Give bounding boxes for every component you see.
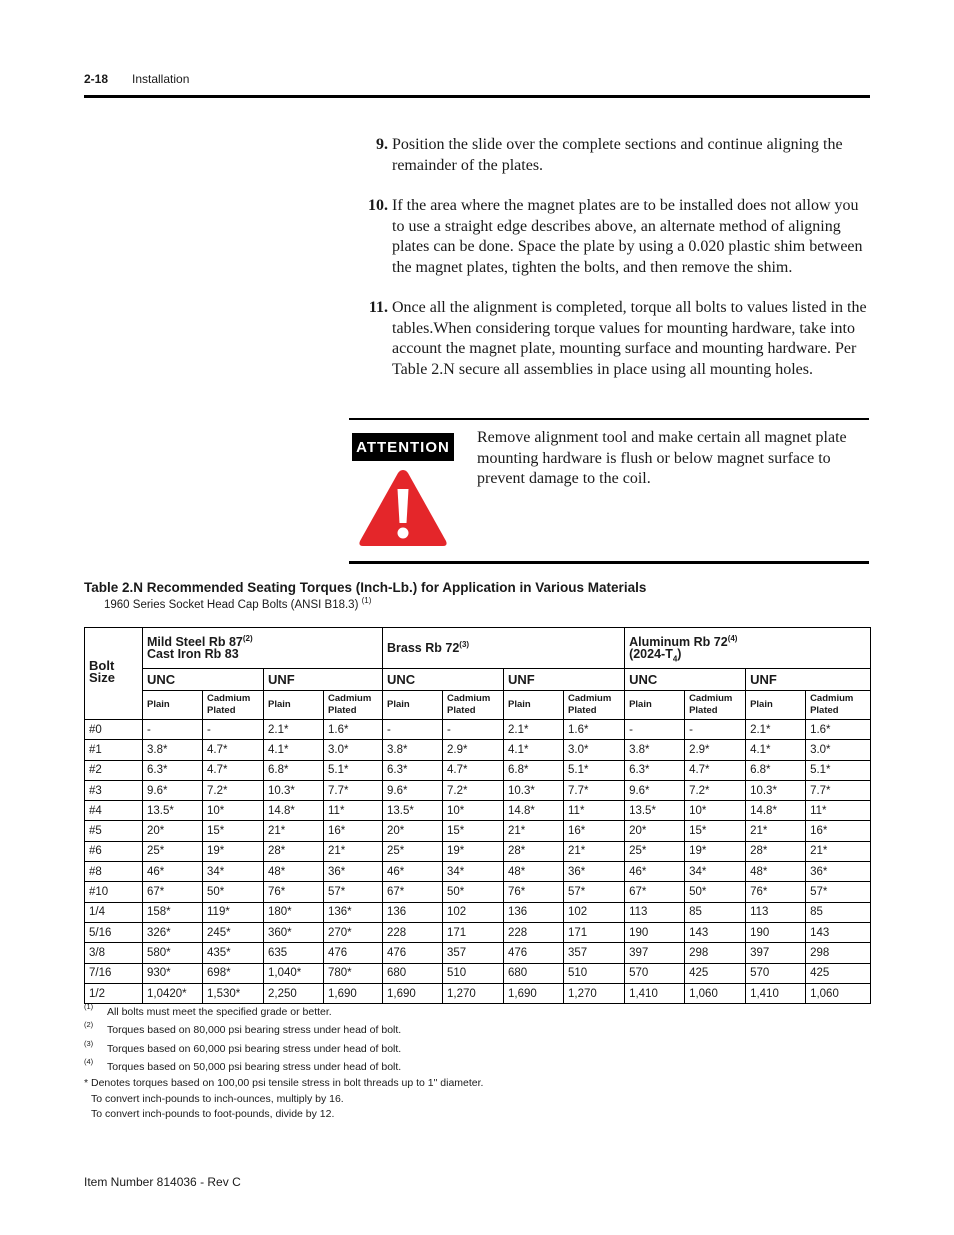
finish-header-cadmium: Cadmium Plated: [203, 691, 264, 720]
torque-cell: 425: [685, 963, 746, 983]
page-header: [84, 72, 870, 96]
torque-cell: 680: [504, 963, 564, 983]
torque-cell: 3.8*: [625, 740, 685, 760]
torque-cell: 10*: [203, 801, 264, 821]
torque-cell: -: [203, 720, 264, 740]
footnote-mark: (1): [84, 1002, 94, 1011]
torque-cell: 36*: [324, 862, 383, 882]
bolt-size-cell: #8: [85, 862, 143, 882]
step-text: If the area where the magnet plates are to be installed does not allow you to use a straight edge describes above, an alternate method of aligning plates can be done. Space the plate by using a 0.020 plastic shim between the magnet plates, tighten the bolts, and then remove the shim.: [392, 197, 863, 276]
step-number: 9.: [376, 136, 388, 153]
torque-cell: 50*: [685, 882, 746, 902]
torque-cell: -: [625, 720, 685, 740]
torque-cell: 298: [806, 943, 871, 963]
note-asterisk: * Denotes torques based on 100,00 psi tensile stress in bolt threads up to 1" diameter.: [84, 1077, 484, 1089]
torque-cell: 16*: [324, 821, 383, 841]
torque-cell: 2.9*: [443, 740, 504, 760]
torque-cell: 3.0*: [564, 740, 625, 760]
table-row: [85, 780, 871, 800]
torque-cell: 21*: [746, 821, 806, 841]
torque-cell: 7.2*: [203, 780, 264, 800]
torque-cell: 46*: [143, 862, 203, 882]
thread-header: UNC: [625, 669, 746, 691]
finish-header-plain: Plain: [264, 691, 324, 720]
torque-cell: 2.1*: [504, 720, 564, 740]
torque-cell: 7.2*: [685, 780, 746, 800]
bolt-size-cell: 7/16: [85, 963, 143, 983]
torque-cell: 397: [746, 943, 806, 963]
torque-cell: 119*: [203, 902, 264, 922]
bolt-size-cell: #5: [85, 821, 143, 841]
table-row: [85, 882, 871, 902]
table-row: [85, 801, 871, 821]
torque-cell: 57*: [806, 882, 871, 902]
torque-cell: 1,410: [625, 983, 685, 1003]
attention-bottom-rule: [349, 561, 869, 564]
step-9: [362, 135, 872, 176]
table-row: [85, 922, 871, 942]
torque-cell: 16*: [806, 821, 871, 841]
footer-item-number: Item Number 814036 - Rev C: [84, 1175, 241, 1189]
bolt-size-cell: #6: [85, 841, 143, 861]
torque-cell: 4.7*: [443, 760, 504, 780]
bolt-size-header: Bolt Size: [85, 628, 143, 720]
step-text: Position the slide over the complete sections and continue aligning the remainder of the plates.: [392, 136, 843, 174]
torque-cell: 357: [443, 943, 504, 963]
torque-cell: 48*: [264, 862, 324, 882]
torque-cell: 6.8*: [264, 760, 324, 780]
torque-cell: 34*: [203, 862, 264, 882]
torque-cell: 10*: [685, 801, 746, 821]
torque-cell: 190: [625, 922, 685, 942]
torque-cell: 5.1*: [324, 760, 383, 780]
table-row: [85, 740, 871, 760]
torque-cell: 28*: [264, 841, 324, 861]
footnote-mark: (4): [84, 1057, 94, 1066]
step-number: 10.: [368, 197, 388, 214]
finish-header-cadmium: Cadmium Plated: [443, 691, 504, 720]
torque-cell: 1.6*: [324, 720, 383, 740]
torque-cell: 298: [685, 943, 746, 963]
step-number: 11.: [368, 299, 388, 316]
torque-cell: 1,0420*: [143, 983, 203, 1003]
bolt-size-cell: 1/2: [85, 983, 143, 1003]
torque-cell: 6.8*: [746, 760, 806, 780]
torque-cell: 113: [746, 902, 806, 922]
thread-header: UNF: [504, 669, 625, 691]
torque-cell: 34*: [443, 862, 504, 882]
torque-cell: 1.6*: [806, 720, 871, 740]
page-number: 2-18: [84, 72, 109, 86]
torque-cell: 25*: [383, 841, 443, 861]
bolt-size-cell: #1: [85, 740, 143, 760]
warning-triangle-icon: [357, 467, 449, 549]
torque-cell: 326*: [143, 922, 203, 942]
torque-cell: 360*: [264, 922, 324, 942]
torque-cell: 680: [383, 963, 443, 983]
torque-cell: 171: [443, 922, 504, 942]
footnote-ref: (1): [361, 596, 372, 606]
table-row: [85, 862, 871, 882]
torque-cell: 228: [504, 922, 564, 942]
torque-cell: 28*: [504, 841, 564, 861]
torque-cell: 15*: [443, 821, 504, 841]
torque-cell: 9.6*: [143, 780, 203, 800]
torque-cell: 180*: [264, 902, 324, 922]
torque-cell: 28*: [746, 841, 806, 861]
torque-cell: 136*: [324, 902, 383, 922]
torque-cell: 14.8*: [264, 801, 324, 821]
torque-cell: 228: [383, 922, 443, 942]
bolt-size-cell: 1/4: [85, 902, 143, 922]
torque-cell: 11*: [806, 801, 871, 821]
torque-cell: 7.7*: [564, 780, 625, 800]
torque-cell: -: [685, 720, 746, 740]
attention-text: Remove alignment tool and make certain all magnet plate mounting hardware is flush or below magnet surface to prevent damage to the coil.: [477, 429, 847, 487]
torque-cell: 4.1*: [504, 740, 564, 760]
finish-header-cadmium: Cadmium Plated: [685, 691, 746, 720]
header-rule: [84, 95, 870, 98]
torque-cell: 4.7*: [203, 760, 264, 780]
table-row: [85, 943, 871, 963]
attention-top-rule: [349, 418, 869, 420]
finish-header-cadmium: Cadmium Plated: [324, 691, 383, 720]
torque-cell: 6.3*: [625, 760, 685, 780]
torque-cell: 19*: [685, 841, 746, 861]
bolt-size-cell: #2: [85, 760, 143, 780]
torque-cell: 435*: [203, 943, 264, 963]
torque-cell: 21*: [264, 821, 324, 841]
finish-header-plain: Plain: [625, 691, 685, 720]
torque-cell: -: [443, 720, 504, 740]
torque-cell: 2.9*: [685, 740, 746, 760]
torque-cell: 270*: [324, 922, 383, 942]
torque-cell: 46*: [625, 862, 685, 882]
torque-cell: 780*: [324, 963, 383, 983]
footnote-mark: (3): [84, 1039, 94, 1048]
bolt-size-cell: #10: [85, 882, 143, 902]
torque-cell: 14.8*: [504, 801, 564, 821]
torque-cell: 48*: [746, 862, 806, 882]
torque-cell: 67*: [625, 882, 685, 902]
torque-cell: 6.8*: [504, 760, 564, 780]
torque-cell: 25*: [625, 841, 685, 861]
torque-cell: 425: [806, 963, 871, 983]
torque-cell: 1,690: [504, 983, 564, 1003]
material-header-brass: Brass Rb 72$^{(3)}$: [383, 628, 625, 669]
torque-cell: 9.6*: [383, 780, 443, 800]
torque-cell: 190: [746, 922, 806, 942]
table-row: [85, 821, 871, 841]
torque-cell: 2,250: [264, 983, 324, 1003]
table-row: [85, 902, 871, 922]
torque-cell: 4.1*: [264, 740, 324, 760]
torque-cell: 21*: [324, 841, 383, 861]
table-row: [85, 963, 871, 983]
finish-header-plain: Plain: [143, 691, 203, 720]
torque-cell: 3.8*: [143, 740, 203, 760]
torque-cell: 580*: [143, 943, 203, 963]
torque-cell: 57*: [324, 882, 383, 902]
finish-header-cadmium: Cadmium Plated: [564, 691, 625, 720]
footnote-text: Torques based on 80,000 psi bearing stress under head of bolt.: [107, 1024, 402, 1036]
torque-cell: 7.7*: [324, 780, 383, 800]
torque-cell: 10.3*: [504, 780, 564, 800]
torque-cell: 10*: [443, 801, 504, 821]
torque-cell: 635: [264, 943, 324, 963]
bolt-size-cell: #4: [85, 801, 143, 821]
torque-cell: 510: [443, 963, 504, 983]
torque-cell: 16*: [564, 821, 625, 841]
thread-header: UNC: [383, 669, 504, 691]
torque-cell: 6.3*: [383, 760, 443, 780]
table-row: [85, 983, 871, 1003]
torque-cell: 34*: [685, 862, 746, 882]
footnote-text: Torques based on 60,000 psi bearing stress under head of bolt.: [107, 1043, 402, 1055]
material-header-aluminum: Aluminum Rb 72$^{(4)}$ $(2024-T_4)$: [625, 628, 871, 669]
torque-cell: 510: [564, 963, 625, 983]
torque-cell: 4.7*: [685, 760, 746, 780]
torque-cell: 21*: [504, 821, 564, 841]
torque-cell: 2.1*: [264, 720, 324, 740]
table-subtitle: [104, 596, 804, 611]
thread-header: UNF: [264, 669, 383, 691]
torque-cell: 36*: [564, 862, 625, 882]
torque-cell: 476: [504, 943, 564, 963]
torque-cell: 570: [746, 963, 806, 983]
torque-cell: 21*: [806, 841, 871, 861]
torque-cell: 1,690: [324, 983, 383, 1003]
torque-cell: 67*: [143, 882, 203, 902]
torque-cell: 570: [625, 963, 685, 983]
footnote-text: Torques based on 50,000 psi bearing stress under head of bolt.: [107, 1061, 402, 1073]
material-header-mild-steel: Mild Steel Rb 87$^{(2)}$ Cast Iron Rb 83: [143, 628, 383, 669]
torque-cell: -: [383, 720, 443, 740]
torque-cell: -: [143, 720, 203, 740]
torque-cell: 5.1*: [806, 760, 871, 780]
torque-cell: 1.6*: [564, 720, 625, 740]
torque-cell: 15*: [203, 821, 264, 841]
torque-cell: 930*: [143, 963, 203, 983]
torque-cell: 20*: [625, 821, 685, 841]
torque-cell: 11*: [324, 801, 383, 821]
torque-cell: 1,270: [443, 983, 504, 1003]
table-row: [85, 841, 871, 861]
torque-cell: 245*: [203, 922, 264, 942]
torque-cell: 143: [806, 922, 871, 942]
torque-cell: 67*: [383, 882, 443, 902]
torque-cell: 158*: [143, 902, 203, 922]
torque-table: [84, 627, 871, 1004]
table-subtitle-text: 1960 Series Socket Head Cap Bolts (ANSI B18.3): [104, 599, 359, 611]
torque-cell: 397: [625, 943, 685, 963]
torque-cell: 25*: [143, 841, 203, 861]
torque-cell: 46*: [383, 862, 443, 882]
torque-cell: 50*: [203, 882, 264, 902]
bolt-size-cell: #0: [85, 720, 143, 740]
torque-cell: 136: [504, 902, 564, 922]
torque-cell: 698*: [203, 963, 264, 983]
torque-cell: 1,530*: [203, 983, 264, 1003]
torque-cell: 3.8*: [383, 740, 443, 760]
torque-cell: 7.7*: [806, 780, 871, 800]
torque-cell: 5.1*: [564, 760, 625, 780]
torque-cell: 19*: [203, 841, 264, 861]
torque-cell: 10.3*: [264, 780, 324, 800]
torque-cell: 9.6*: [625, 780, 685, 800]
step-10: [362, 196, 872, 278]
torque-cell: 13.5*: [383, 801, 443, 821]
torque-cell: 4.1*: [746, 740, 806, 760]
torque-cell: 3.0*: [806, 740, 871, 760]
torque-cell: 48*: [504, 862, 564, 882]
finish-header-row: [85, 691, 871, 720]
table-row: [85, 760, 871, 780]
torque-cell: 476: [324, 943, 383, 963]
torque-cell: 113: [625, 902, 685, 922]
bolt-size-cell: 5/16: [85, 922, 143, 942]
torque-cell: 13.5*: [143, 801, 203, 821]
step-11: [362, 298, 872, 380]
torque-cell: 21*: [564, 841, 625, 861]
torque-cell: 85: [806, 902, 871, 922]
note-conversion-feet: To convert inch-pounds to foot-pounds, divide by 12.: [91, 1108, 335, 1120]
torque-cell: 1,060: [685, 983, 746, 1003]
torque-cell: 3.0*: [324, 740, 383, 760]
finish-header-plain: Plain: [504, 691, 564, 720]
torque-cell: 13.5*: [625, 801, 685, 821]
torque-cell: 76*: [504, 882, 564, 902]
attention-label: ATTENTION: [352, 433, 454, 461]
torque-cell: 357: [564, 943, 625, 963]
torque-cell: 85: [685, 902, 746, 922]
finish-header-plain: Plain: [383, 691, 443, 720]
footnote-text: All bolts must meet the specified grade or better.: [107, 1006, 332, 1018]
torque-cell: 76*: [264, 882, 324, 902]
torque-cell: 20*: [383, 821, 443, 841]
torque-cell: 2.1*: [746, 720, 806, 740]
finish-header-plain: Plain: [746, 691, 806, 720]
torque-cell: 57*: [564, 882, 625, 902]
torque-cell: 10.3*: [746, 780, 806, 800]
torque-cell: 1,690: [383, 983, 443, 1003]
torque-cell: 1,410: [746, 983, 806, 1003]
torque-cell: 7.2*: [443, 780, 504, 800]
torque-cell: 1,270: [564, 983, 625, 1003]
table-title: Table 2.N Recommended Seating Torques (Inch-Lb.) for Application in Various Materials: [84, 580, 647, 595]
torque-cell: 20*: [143, 821, 203, 841]
torque-cell: 19*: [443, 841, 504, 861]
torque-cell: 14.8*: [746, 801, 806, 821]
thread-header: UNC: [143, 669, 264, 691]
torque-table-body: [85, 720, 871, 1004]
torque-cell: 476: [383, 943, 443, 963]
torque-cell: 36*: [806, 862, 871, 882]
torque-cell: 50*: [443, 882, 504, 902]
torque-cell: 6.3*: [143, 760, 203, 780]
thread-header: UNF: [746, 669, 871, 691]
torque-cell: 15*: [685, 821, 746, 841]
bolt-size-cell: #3: [85, 780, 143, 800]
footnote-mark: (2): [84, 1020, 94, 1029]
table-row: [85, 720, 871, 740]
torque-cell: 102: [443, 902, 504, 922]
finish-header-cadmium: Cadmium Plated: [806, 691, 871, 720]
section-title: Installation: [132, 72, 190, 86]
torque-cell: 171: [564, 922, 625, 942]
torque-cell: 143: [685, 922, 746, 942]
torque-cell: 136: [383, 902, 443, 922]
torque-cell: 4.7*: [203, 740, 264, 760]
note-conversion-ounces: To convert inch-pounds to inch-ounces, multiply by 16.: [91, 1093, 344, 1105]
torque-cell: 102: [564, 902, 625, 922]
step-text: Once all the alignment is completed, torque all bolts to values listed in the tables.When considering torque values for mounting hardware, take into account the magnet plate, mounting surface and mounting hardware. Per Table 2.N secure all assemblies in place using all mounting holes.: [392, 299, 867, 378]
torque-cell: 1,040*: [264, 963, 324, 983]
torque-cell: 11*: [564, 801, 625, 821]
torque-cell: 76*: [746, 882, 806, 902]
bolt-size-cell: 3/8: [85, 943, 143, 963]
torque-cell: 1,060: [806, 983, 871, 1003]
